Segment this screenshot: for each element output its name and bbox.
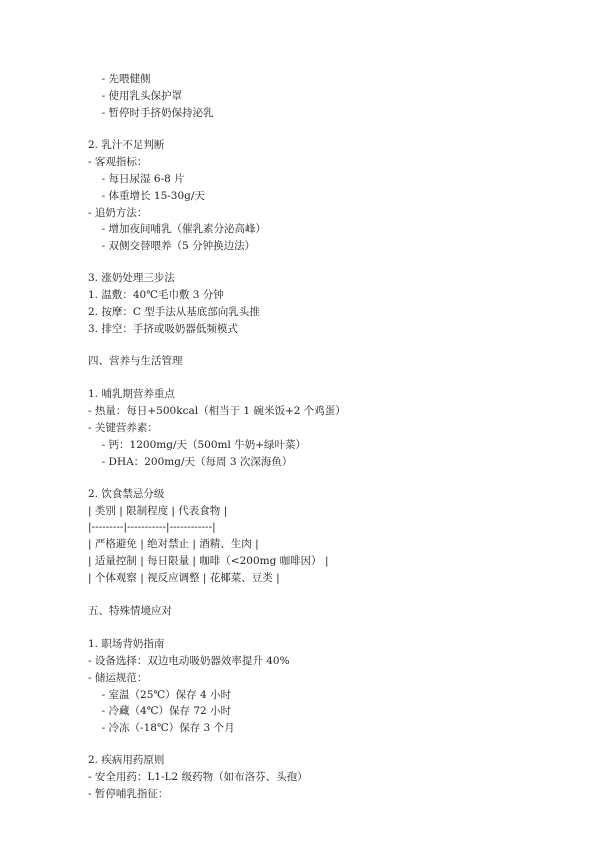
- text-line: - 设备选择：双边电动吸奶器效率提升 40%: [88, 655, 290, 667]
- text-line: 2. 按摩：C 型手法从基底部向乳头推: [88, 306, 260, 318]
- text-line: - 先喂健侧: [95, 73, 151, 85]
- text-line: - 冷藏（4℃）保存 72 小时: [95, 705, 232, 717]
- section-heading: 2. 疾病用药原则: [88, 754, 165, 766]
- text-line: - DHA：200mg/天（每周 3 次深海鱼）: [95, 456, 293, 468]
- text-line: - 室温（25℃）保存 4 小时: [95, 689, 232, 701]
- text-line: - 储运规范：: [88, 672, 148, 684]
- table-row: | 类别 | 限制程度 | 代表食物 |: [88, 505, 228, 517]
- table-row: | 个体观察 | 视反应调整 | 花椰菜、豆类 |: [88, 572, 280, 584]
- text-line: - 客观指标：: [88, 156, 148, 168]
- table-row: | 严格避免 | 绝对禁止 | 酒精、生肉 |: [88, 538, 259, 550]
- text-line: - 增加夜间哺乳（催乳素分泌高峰）: [95, 223, 267, 235]
- text-line: - 使用乳头保护罩: [95, 90, 183, 102]
- text-line: - 追奶方法：: [88, 207, 148, 219]
- text-line: - 体重增长 15-30g/天: [95, 190, 205, 202]
- text-line: 3. 排空：手挤或吸奶器低频模式: [88, 323, 238, 335]
- text-line: 1. 温敷：40℃毛巾敷 3 分钟: [88, 289, 224, 301]
- text-line: - 冷冻（-18℃）保存 3 个月: [95, 722, 235, 734]
- table-row: |---------|-----------|------------|: [88, 521, 216, 533]
- chapter-heading: 四、营养与生活管理: [88, 355, 183, 367]
- text-line: - 关键营养素：: [88, 422, 158, 434]
- text-line: - 热量：每日+500kcal（相当于 1 碗米饭+2 个鸡蛋）: [88, 405, 346, 417]
- section-heading: 1. 哺乳期营养重点: [88, 388, 175, 400]
- text-line: - 暂停时手挤奶保持泌乳: [95, 107, 214, 119]
- section-heading: 2. 饮食禁忌分级: [88, 488, 165, 500]
- text-line: - 每日尿湿 6-8 片: [95, 173, 185, 185]
- table-row: | 适量控制 | 每日限量 | 咖啡（<200mg 咖啡因） |: [88, 555, 329, 567]
- section-heading: 2. 乳汁不足判断: [88, 139, 165, 151]
- text-line: - 暂停哺乳指征：: [88, 788, 169, 800]
- section-heading: 1. 职场背奶指南: [88, 638, 165, 650]
- text-line: - 安全用药：L1-L2 级药物（如布洛芬、头孢）: [88, 771, 308, 783]
- section-heading: 3. 涨奶处理三步法: [88, 272, 175, 284]
- text-line: - 双侧交替喂养（5 分钟换边法）: [95, 240, 256, 252]
- chapter-heading: 五、特殊情境应对: [88, 605, 172, 617]
- text-line: - 钙：1200mg/天（500ml 牛奶+绿叶菜）: [95, 439, 306, 451]
